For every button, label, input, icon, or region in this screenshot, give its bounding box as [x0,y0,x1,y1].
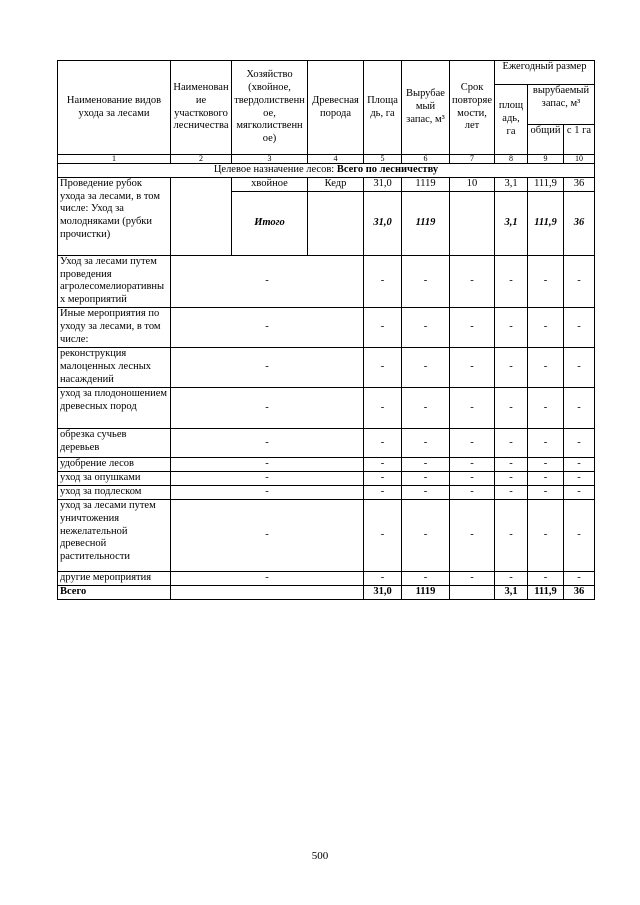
cell-dash: - [171,471,364,485]
header-economy: Хозяйство (хвойное, твердолиственное, мягколиственное) [232,61,308,155]
cell-dash: - [450,485,495,499]
purpose-title: Всего по лесничеству [336,164,439,175]
header-type-of-care: Наименование видов ухода за лесами [58,61,171,155]
cell-dash: - [171,485,364,499]
cell-dash: - [528,387,564,428]
total-annual-total: 111,9 [528,585,564,599]
cell-dash: - [528,428,564,457]
cell-dash: - [450,457,495,471]
cell-dash: - [450,387,495,428]
cell-dash: - [171,457,364,471]
cell-dash: - [364,499,402,571]
col-number: 9 [528,155,564,164]
cell-dash: - [495,457,528,471]
cell-dash: - [364,471,402,485]
cell-area: 31,0 [364,191,402,255]
total-volume: 1119 [402,585,450,599]
cell-dash: - [171,571,364,585]
cell-annual-total: 111,9 [528,177,564,191]
page-number: 500 [311,850,329,862]
cell-dash: - [402,307,450,347]
cell-period [450,191,495,255]
cell-dash: - [364,387,402,428]
cell-dash: - [402,428,450,457]
cell-volume: 1119 [402,177,450,191]
total-annual-per-ha: 36 [564,585,595,599]
cell-species [308,191,364,255]
cell-dash: - [402,387,450,428]
cell-dash: - [564,387,595,428]
cell-dash: - [564,307,595,347]
cell-dash: - [364,457,402,471]
table-row [58,307,595,347]
cell-dash: - [171,255,364,307]
table-row [58,471,595,485]
cell-annual-area: 3,1 [495,177,528,191]
cell-area: 31,0 [364,177,402,191]
purpose-row [58,164,595,178]
table-row [58,457,595,471]
cell-annual-per-ha: 36 [564,191,595,255]
header-area: Площадь, га [364,61,402,155]
cell-dash: - [528,499,564,571]
cell-dash: - [171,499,364,571]
col-number: 7 [450,155,495,164]
cell-dash: - [450,255,495,307]
cell-dash: - [528,347,564,387]
cell-economy: хвойное [232,177,308,191]
cell-dash: - [564,499,595,571]
header-annual-harvest: вырубаемый запас, м³ [528,85,595,125]
cell-annual-per-ha: 36 [564,177,595,191]
cell-dash: - [528,485,564,499]
header-repeat-period: Срок повторяемости, лет [450,61,495,155]
cell-dash: - [402,571,450,585]
col-number: 10 [564,155,595,164]
forest-care-table [57,60,595,600]
header-harvest-volume: Вырубаемый запас, м³ [402,61,450,155]
table-row [58,428,595,457]
cell-dash: - [450,347,495,387]
cell-species: Кедр [308,177,364,191]
row-label: Иные мероприятия по уходу за лесами, в том числе: [58,307,171,347]
cell-dash: - [402,347,450,387]
total-empty [171,585,364,599]
row-label: реконструкция малоценных лесных насаждений [58,347,171,387]
cell-dash: - [564,255,595,307]
total-period [450,585,495,599]
cell-dash: - [495,571,528,585]
row-label: уход за плодоношением древесных пород [58,387,171,428]
header-total: общий [528,125,564,155]
table-row [58,499,595,571]
cell-dash: - [364,347,402,387]
cell-dash: - [402,457,450,471]
header-tree-species: Древесная порода [308,61,364,155]
row-label-thinning: Проведение рубок ухода за лесами, в том числе: Уход за молодняками (рубки прочистки) [58,177,171,255]
col-number: 6 [402,155,450,164]
table-row [58,387,595,428]
row-label: Уход за лесами путем проведения агролесомелиоративных мероприятий [58,255,171,307]
cell-dash: - [528,255,564,307]
cell-dash: - [402,471,450,485]
cell-dash: - [450,428,495,457]
cell-dash: - [495,387,528,428]
table-row [58,571,595,585]
table-row [58,485,595,499]
cell-dash: - [495,255,528,307]
forestry-cell [171,177,232,255]
col-number: 5 [364,155,402,164]
header-per-ha: с 1 га [564,125,595,155]
col-number: 8 [495,155,528,164]
cell-dash: - [364,571,402,585]
total-row [58,585,595,599]
row-label: другие мероприятия [58,571,171,585]
cell-dash: - [402,499,450,571]
col-number: 1 [58,155,171,164]
cell-dash: - [495,307,528,347]
cell-dash: - [402,485,450,499]
cell-dash: - [495,347,528,387]
cell-dash: - [171,387,364,428]
cell-dash: - [495,471,528,485]
cell-dash: - [528,471,564,485]
cell-dash: - [450,471,495,485]
col-number: 4 [308,155,364,164]
cell-dash: - [528,307,564,347]
cell-subtotal-label: Итого [232,191,308,255]
header-annual-size: Ежегодный размер [495,61,595,85]
cell-dash: - [171,307,364,347]
cell-dash: - [450,307,495,347]
col-number: 3 [232,155,308,164]
table-row [58,255,595,307]
cell-dash: - [564,571,595,585]
cell-dash: - [364,485,402,499]
cell-dash: - [495,499,528,571]
row-label: удобрение лесов [58,457,171,471]
cell-annual-total: 111,9 [528,191,564,255]
column-numbers-row [58,155,595,164]
cell-dash: - [402,255,450,307]
header-forestry-name: Наименование участкового лесничества [171,61,232,155]
cell-dash: - [364,255,402,307]
cell-dash: - [495,485,528,499]
cell-dash: - [450,571,495,585]
cell-dash: - [528,457,564,471]
row-label: уход за опушками [58,471,171,485]
cell-dash: - [564,428,595,457]
cell-dash: - [450,499,495,571]
cell-dash: - [171,428,364,457]
header-annual-area: площадь, га [495,85,528,155]
row-label: обрезка сучьев деревьев [58,428,171,457]
cell-dash: - [364,307,402,347]
total-annual-area: 3,1 [495,585,528,599]
cell-volume: 1119 [402,191,450,255]
cell-dash: - [495,428,528,457]
cell-dash: - [171,347,364,387]
total-label: Всего [58,585,171,599]
row-label: уход за подлеском [58,485,171,499]
cell-dash: - [564,347,595,387]
cell-dash: - [564,485,595,499]
row-label: уход за лесами путем уничтожения нежелательной древесной растительности [58,499,171,571]
cell-dash: - [564,457,595,471]
total-area: 31,0 [364,585,402,599]
cell-period: 10 [450,177,495,191]
col-number: 2 [171,155,232,164]
cell-annual-area: 3,1 [495,191,528,255]
cell-dash: - [564,471,595,485]
cell-dash: - [364,428,402,457]
purpose-prefix: Целевое назначение лесов: [213,164,337,175]
table-row [58,347,595,387]
cell-dash: - [528,571,564,585]
